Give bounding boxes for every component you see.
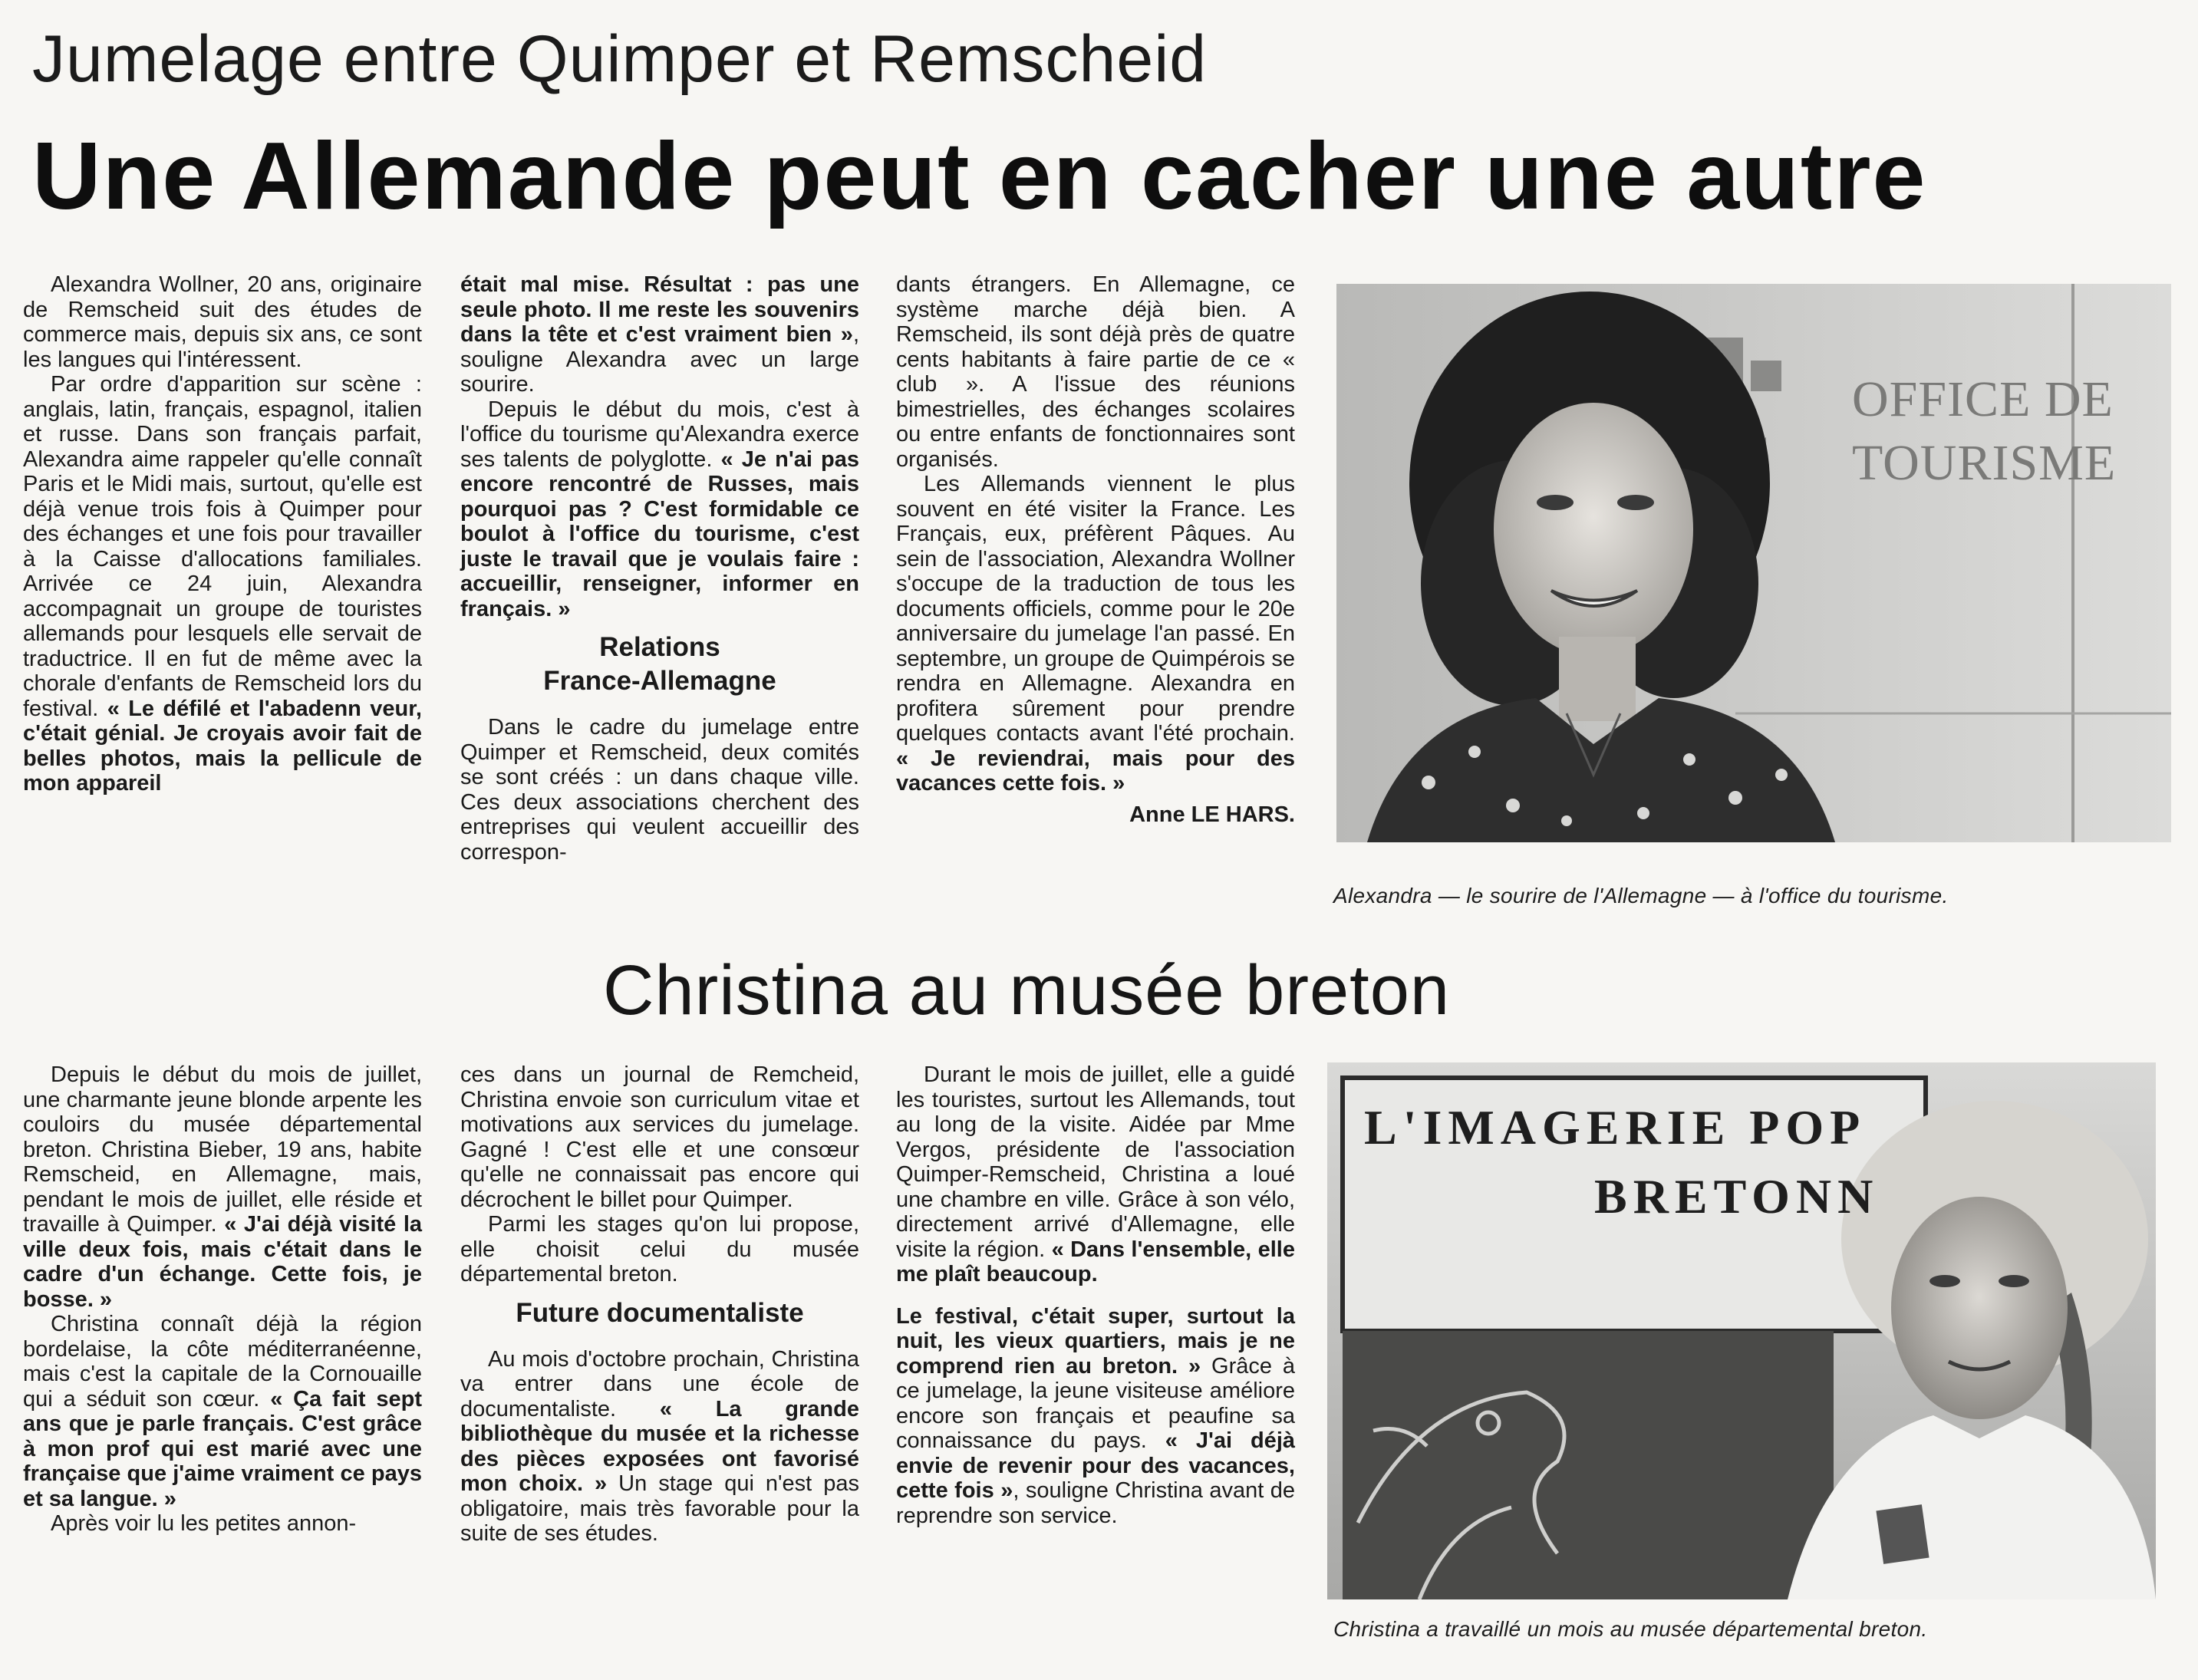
paragraph xyxy=(460,272,859,397)
paragraph: dants étrangers. En Allemagne, ce système marche déjà bien. A Remscheid, ils sont déjà près de quatre cents habitants à faire partie de ce « club ». A l'issue des réunions bimestrielles, des échanges scolaires ou entre enfants de fonctionnaires sont organisés. xyxy=(896,272,1295,472)
article1-headline: Une Allemande peut en cacher une autre xyxy=(32,124,1927,229)
paragraph xyxy=(460,1347,859,1547)
quote: « J'ai déjà visité la ville deux fois, mais c'était dans le cadre d'un échange. Cette fois, je bosse. » xyxy=(23,1212,422,1312)
text: Au mois d'octobre prochain, Christina va entrer dans une école de documentaliste. xyxy=(460,1346,859,1421)
subheading-line-1: Relations xyxy=(599,632,720,662)
quote: « Dans l'ensemble, elle me plaît beaucoup. xyxy=(896,1237,1295,1286)
subheading-line-2: France-Allemagne xyxy=(543,666,776,696)
quote: « J'ai déjà envie de revenir pour des vacances, cette fois » xyxy=(896,1428,1295,1503)
text: Depuis le début du mois, c'est à l'office du tourisme qu'Alexandra exerce ses talents de polyglotte. xyxy=(460,397,859,472)
paragraph xyxy=(896,1304,1295,1529)
text: Durant le mois de juillet, elle a guidé les touristes, surtout les Allemands, tout au long de la visite. Aidée par Mme Vergos, présidente de l'association Quimper-Remscheid, Christina a loué une chambre en ville. Grâce à son vélo, directement arrivé d'Allemagne, elle visite la région. xyxy=(896,1062,1295,1262)
article2-column-3 xyxy=(896,1062,1295,1528)
paragraph xyxy=(896,472,1295,796)
sign-line-1: OFFICE DE xyxy=(1852,371,2114,427)
text: Un stage qui n'est pas obligatoire, mais très favorable pour la suite de ses études. xyxy=(460,1471,859,1546)
quote: était mal mise. Résultat : pas une seule photo. Il me reste les souvenirs dans la tête et c'est vraiment bien » xyxy=(460,272,859,347)
paragraph: Dans le cadre du jumelage entre Quimper et Remscheid, deux comités se sont créés : un dans chaque ville. Ces deux associations cherchent des entreprises qui veulent accueillir des correspon- xyxy=(460,715,859,865)
imagerie-populaire-sign xyxy=(1364,1093,1879,1230)
text: Les Allemands viennent le plus souvent en été visiter la France. Les Français, eux, préfèrent Pâques. Au sein de l'association, Alexandra Wollner s'occupe de la traduction de tous les documents officiels, comme pour le 20e anniversaire du jumelage l'an passé. En septembre, un groupe de Quimpérois se rendra en Allemagne. Alexandra en profitera sûrement pour prendre quelques contacts avant l'été prochain. xyxy=(896,472,1295,746)
text: Depuis le début du mois de juillet, une charmante jeune blonde arpente les couloirs du musée départemental breton. Christina Bieber, 19 ans, habite Remscheid, en Allemagne, mais, pendant le mois de juillet, elle réside et travaille à Quimper. xyxy=(23,1062,422,1237)
subheading xyxy=(460,631,859,698)
subheading: Future documentaliste xyxy=(516,1297,804,1328)
article1-kicker: Jumelage entre Quimper et Remscheid xyxy=(32,22,1208,96)
quote: « Ça fait sept ans que je parle français. C'est grâce à mon prof qui est marié avec une française que j'aime vraiment ce pays et sa langue. » xyxy=(23,1386,422,1511)
quote: Le festival, c'était super, surtout la nuit, les vieux quartiers, mais je ne comprend rien au breton. » xyxy=(896,1303,1295,1379)
photo-alexandra xyxy=(1336,284,2171,842)
sign-line-2: BRETONN xyxy=(1594,1168,1880,1224)
text: Grâce à ce jumelage, la jeune visiteuse améliore encore son français et peaufine sa connaissance du pays. xyxy=(896,1353,1295,1453)
sign-line-1: L'IMAGERIE POP xyxy=(1364,1100,1867,1155)
article2-headline: Christina au musée breton xyxy=(603,951,1451,1029)
paragraph: Parmi les stages qu'on lui propose, elle choisit celui du musée départemental breton. xyxy=(460,1212,859,1286)
paragraph: Alexandra Wollner, 20 ans, originaire de Remscheid suit des études de commerce mais, depuis six ans, ce sont les langues qui l'intéressent. xyxy=(23,272,422,372)
article1-column-2 xyxy=(460,272,859,865)
quote: « Je reviendrai, mais pour des vacances cette fois. » xyxy=(896,746,1295,796)
photo-christina-caption: Christina a travaillé un mois au musée départemental breton. xyxy=(1333,1617,1928,1641)
quote: « La grande bibliothèque du musée et la richesse des pièces exposées ont favorisé mon choix. » xyxy=(460,1396,859,1496)
photo-alexandra-caption: Alexandra — le sourire de l'Allemagne — à l'office du tourisme. xyxy=(1333,884,1949,908)
paragraph: ces dans un journal de Remcheid, Christina envoie son curriculum vitae et motivations aux services du jumelage. Gagné ! C'est elle et une consœur qu'elle ne connaissait pas encore qui décrochent le billet pour Quimper. xyxy=(460,1062,859,1212)
text: , souligne Christina avant de reprendre son service. xyxy=(896,1478,1295,1528)
paragraph xyxy=(896,1062,1295,1287)
paragraph: Après voir lu les petites annon- xyxy=(51,1511,357,1536)
article2-column-2 xyxy=(460,1062,859,1547)
quote: « Je n'ai pas encore rencontré de Russes, mais pourquoi pas ? C'est formidable ce boulot à l'office du tourisme, c'est juste le travail que je voulais faire : accueillir, renseigner, informer en français. » xyxy=(460,446,859,621)
text: Par ordre d'apparition sur scène : anglais, latin, français, espagnol, italien et russe. Dans son français parfait, Alexandra aime rappeler qu'elle connaît Paris et le Midi mais, surtout, qu'elle est déjà venue trois fois à Quimper pour des échanges et une fois pour travailler à la Caisse d'allocations familiales. Arrivée ce 24 juin, Alexandra accompagnait un groupe de touristes allemands pour lesquels elle servait de traductrice. Il en fut de même avec la chorale d'enfants de Remscheid lors du festival. xyxy=(23,372,422,721)
paragraph xyxy=(23,372,422,796)
text: , souligne Alexandra avec un large sourire. xyxy=(460,322,859,397)
text: Christina connaît déjà la région bordelaise, la côte méditerranéenne, mais c'est la capitale de la Cornouaille qui a séduit son cœur. xyxy=(23,1312,422,1412)
paragraph xyxy=(460,397,859,622)
sign-line-2: TOURISME xyxy=(1852,434,2117,491)
photo-christina xyxy=(1327,1062,2156,1599)
paragraph xyxy=(23,1062,422,1312)
author-signature: Anne LE HARS. xyxy=(1129,802,1295,827)
office-de-tourisme-sign xyxy=(1852,368,2116,495)
article2-column-1 xyxy=(23,1062,422,1537)
paragraph xyxy=(23,1312,422,1511)
quote: « Le défilé et l'abadenn veur, c'était génial. Je croyais avoir fait de belles photos, mais la pellicule de mon appareil xyxy=(23,696,422,796)
article1-column-3 xyxy=(896,272,1295,827)
article1-column-1 xyxy=(23,272,422,796)
